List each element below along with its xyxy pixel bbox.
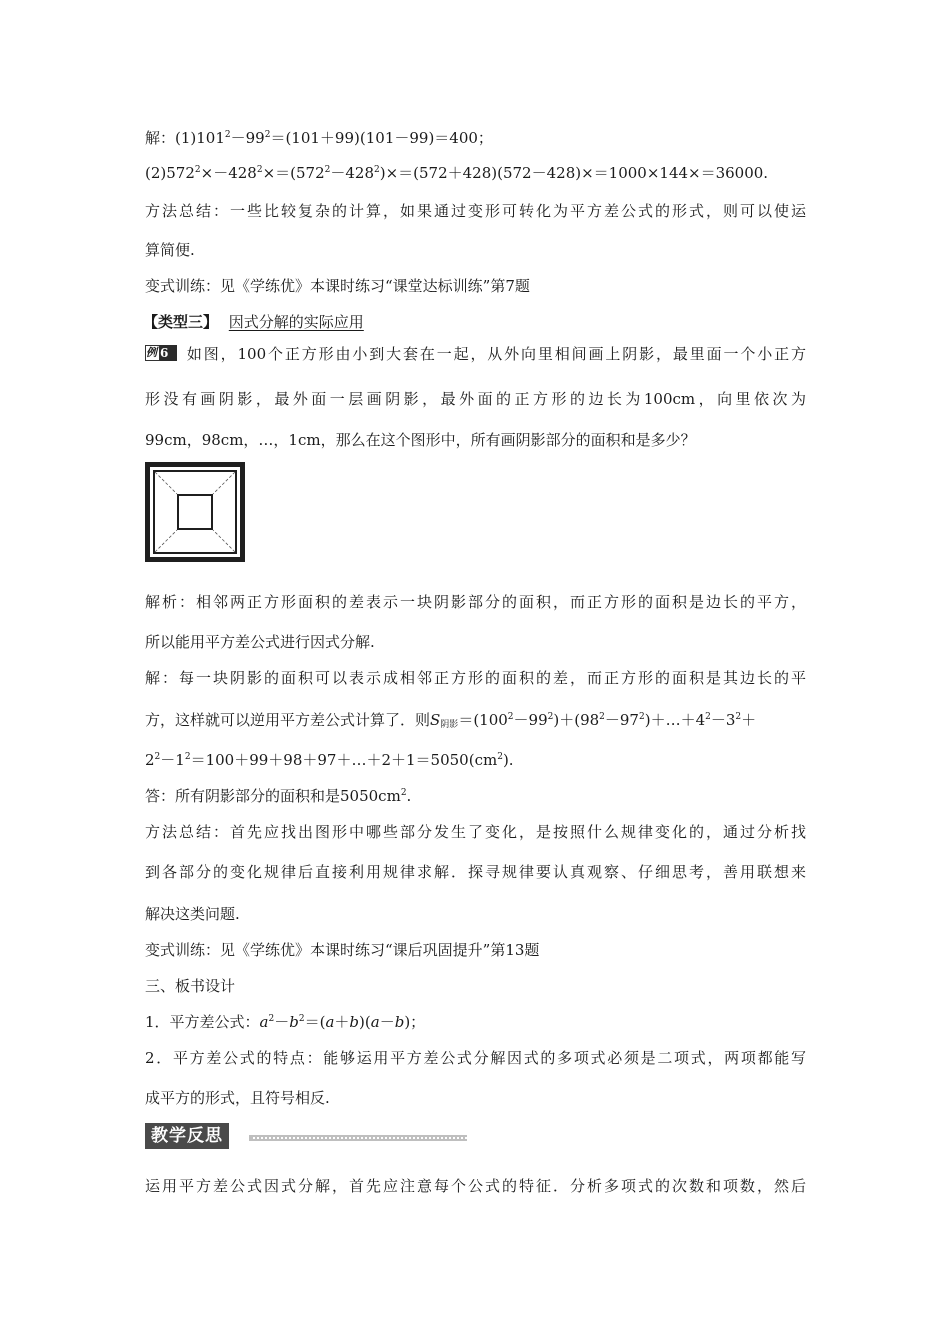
solution-6-line-3: $2^2-1^2=100+99+98+97+\dots+2+1=5050(cm^2)$. — [145, 751, 514, 769]
analysis-line-1: 解析：相邻两正方形面积的差表示一块阴影部分的面积，而正方形的面积是边长的平方， — [145, 593, 806, 611]
variant-training-2: 变式训练：见《学练优》本课时练习“课后巩固提升”第13题 — [145, 941, 540, 959]
banner-dot — [357, 1137, 359, 1139]
banner-dot — [449, 1137, 451, 1139]
banner-dot — [353, 1137, 355, 1139]
banner-dot — [281, 1137, 283, 1139]
banner-dots — [249, 1135, 467, 1141]
banner-dot — [433, 1137, 435, 1139]
banner-dot — [373, 1137, 375, 1139]
banner-dot — [441, 1137, 443, 1139]
banner-dot — [301, 1137, 303, 1139]
banner-dot — [365, 1137, 367, 1139]
method-summary-2-line-1: 方法总结：首先应找出图形中哪些部分发生了变化，是按照什么规律变化的，通过分析找 — [145, 823, 806, 841]
banner-dot — [269, 1137, 271, 1139]
banner-dot — [257, 1137, 259, 1139]
banner-dot — [325, 1137, 327, 1139]
board-item-1: 1．平方差公式：$a^2-b^2=(a+b)(a-b)$； — [145, 1013, 426, 1031]
banner-dot — [309, 1137, 311, 1139]
section-board-design: 三、板书设计 — [145, 977, 236, 995]
banner-dot — [413, 1137, 415, 1139]
banner-dot — [425, 1137, 427, 1139]
banner-dot — [377, 1137, 379, 1139]
banner-dot — [305, 1137, 307, 1139]
banner-dot — [297, 1137, 299, 1139]
type-tag: 【类型三】 — [143, 313, 219, 331]
example-6-line-3: 99cm，98cm，…，1cm，那么在这个图形中，所有画阴影部分的面积和是多少？ — [145, 431, 696, 449]
board-item-2-line-2: 成平方的形式，且符号相反. — [145, 1089, 330, 1107]
banner-dot — [345, 1137, 347, 1139]
method-summary-2-line-2: 到各部分的变化规律后直接利用规律求解．探寻规律要认真观察、仔细思考，善用联想来 — [145, 863, 806, 881]
analysis-line-2: 所以能用平方差公式进行因式分解. — [145, 633, 375, 651]
banner-dot — [445, 1137, 447, 1139]
banner-dot — [333, 1137, 335, 1139]
banner-dot — [369, 1137, 371, 1139]
banner-dot — [313, 1137, 315, 1139]
banner-dot — [253, 1137, 255, 1139]
banner-dot — [321, 1137, 323, 1139]
banner-dot — [437, 1137, 439, 1139]
banner-title: 教学反思 — [145, 1123, 229, 1149]
banner-dot — [465, 1137, 467, 1139]
banner-dot — [361, 1137, 363, 1139]
answer-line: 答：所有阴影部分的面积和是$5050cm^2$. — [145, 787, 412, 805]
banner-dot — [401, 1137, 403, 1139]
banner-dot — [409, 1137, 411, 1139]
banner-dot — [397, 1137, 399, 1139]
banner-dot — [265, 1137, 267, 1139]
banner-dot — [453, 1137, 455, 1139]
banner-dot — [421, 1137, 423, 1139]
banner-dot — [329, 1137, 331, 1139]
banner-dot — [393, 1137, 395, 1139]
variant-training-1: 变式训练：见《学练优》本课时练习“课堂达标训练”第7题 — [145, 277, 530, 295]
solution-6-line-2: 方，这样就可以逆用平方差公式计算了．则$S_{阴影}=(100^2-99^2)+(98^2-97^2)+\dots+4^2-3^2+$ — [145, 711, 757, 730]
example-6-line-1: 例 6 如图，100个正方形由小到大套在一起，从外向里相间画上阴影，最里面一个小正方 — [146, 345, 806, 363]
banner-dot — [389, 1137, 391, 1139]
solution-6-line-1: 解：每一块阴影的面积可以表示成相邻正方形的面积的差，而正方形的面积是其边长的平 — [145, 669, 806, 687]
banner-dot — [349, 1137, 351, 1139]
banner-dot — [381, 1137, 383, 1139]
example-6-line-2: 形没有画阴影，最外面一层画阴影，最外面的正方形的边长为100cm，向里依次为 — [145, 390, 806, 408]
type-title: 因式分解的实际应用 — [228, 313, 364, 331]
banner-dot — [289, 1137, 291, 1139]
banner-dot — [277, 1137, 279, 1139]
banner-dot — [285, 1137, 287, 1139]
solution-line-2: $(2)572^2\times-428^2\times=(572^2-428^2)\times=(572+428)(572-428)\times=1000\times 144\times=36000$. — [145, 164, 769, 182]
banner-dot — [405, 1137, 407, 1139]
banner-dot — [457, 1137, 459, 1139]
banner-dot — [317, 1137, 319, 1139]
banner-dot — [337, 1137, 339, 1139]
banner-dot — [293, 1137, 295, 1139]
nested-squares-figure — [145, 462, 245, 562]
method-summary-2-line-3: 解决这类问题. — [145, 905, 240, 923]
board-item-2-line-1: 2．平方差公式的特点：能够运用平方差公式分解因式的多项式必须是二项式，两项都能写 — [145, 1049, 806, 1067]
example-badge: 例 6 — [145, 345, 177, 361]
banner-dot — [461, 1137, 463, 1139]
method-summary-line-1: 方法总结：一些比较复杂的计算，如果通过变形可转化为平方差公式的形式，则可以使运 — [145, 202, 806, 220]
method-summary-line-2: 算简便. — [145, 241, 195, 259]
banner-dot — [341, 1137, 343, 1139]
banner-dot — [385, 1137, 387, 1139]
banner-dot — [417, 1137, 419, 1139]
solution-line-1: 解：$(1)101^2-99^2=(101+99)(101-99)=400$； — [145, 129, 493, 147]
teaching-reflection-banner — [145, 1123, 467, 1149]
banner-dot — [429, 1137, 431, 1139]
banner-dot — [273, 1137, 275, 1139]
banner-dot — [261, 1137, 263, 1139]
type-three-heading — [143, 312, 364, 332]
reflection-line-1: 运用平方差公式因式分解，首先应注意每个公式的特征．分析多项式的次数和项数，然后 — [145, 1177, 806, 1195]
